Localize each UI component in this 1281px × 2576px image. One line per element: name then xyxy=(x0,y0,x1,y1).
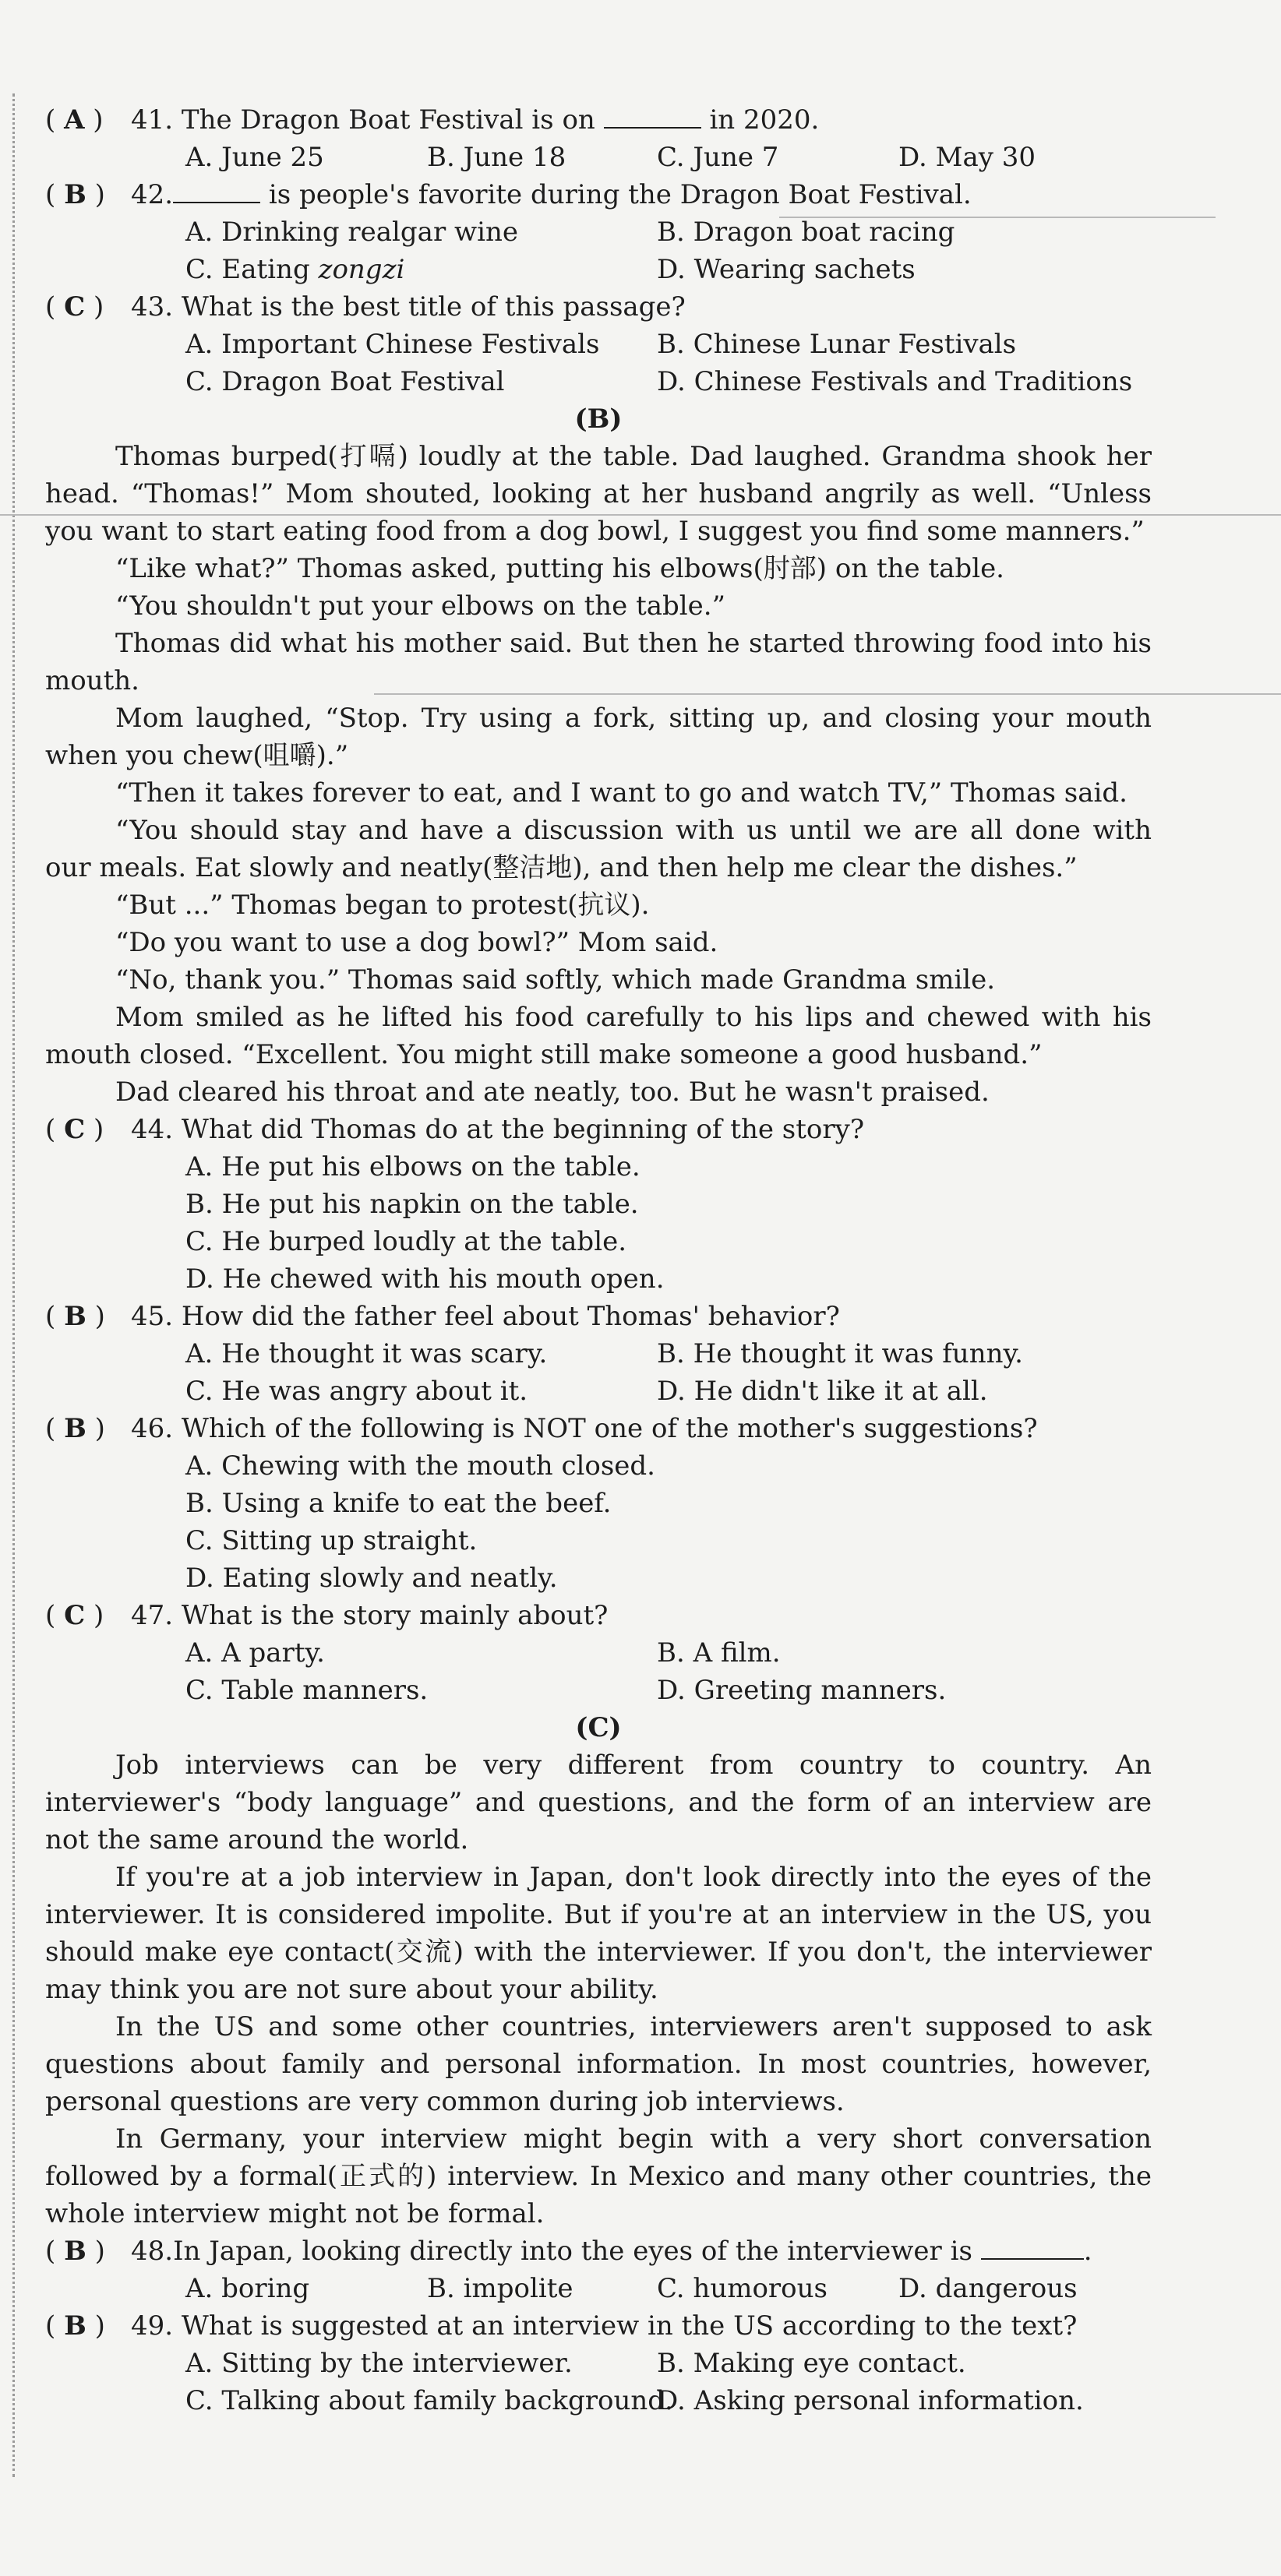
margin-dotted-line xyxy=(12,93,15,2477)
option-c: C. June 7 xyxy=(657,142,779,173)
option-d: D. dangerous xyxy=(898,2273,1078,2304)
answer-blank xyxy=(981,2233,1084,2260)
passage-b-paragraph: “Like what?” Thomas asked, putting his elbows(肘部) on the table. xyxy=(115,553,1004,584)
question-43: ( C ) 43. What is the best title of this passage? xyxy=(45,288,1152,326)
option-a: A. Chewing with the mouth closed. xyxy=(185,1450,655,1482)
passage-b-paragraph: Thomas did what his mother said. But then he started throwing food into his mouth. xyxy=(45,628,1152,696)
answer-bracket: ( B ) xyxy=(45,1301,105,1332)
option-a: A. He thought it was scary. xyxy=(185,1338,548,1369)
option-b: B. Chinese Lunar Festivals xyxy=(657,329,1017,360)
option-b: B. June 18 xyxy=(427,142,566,173)
question-43-options-row2 xyxy=(45,363,1152,400)
option-b: B. Using a knife to eat the beef. xyxy=(185,1488,612,1519)
option-a: A. Drinking realgar wine xyxy=(185,217,519,248)
passage-b-paragraph: Thomas burped(打嗝) loudly at the table. Dad laughed. Grandma shook her head. “Thomas!” Mom shouted, looking at her husband angrily as well. “Unless you want to start eating food from a dog bowl, I suggest you find some manners.” xyxy=(45,441,1152,547)
option-c: C. Eating zongzi xyxy=(185,254,405,285)
option-d: D. May 30 xyxy=(898,142,1036,173)
question-42: ( B ) 42. is people's favorite during the Dragon Boat Festival. xyxy=(45,176,1152,213)
passage-b-paragraph: Mom laughed, “Stop. Try using a fork, sitting up, and closing your mouth when you chew(咀嚼).” xyxy=(45,703,1152,771)
answer-bracket: ( B ) xyxy=(45,2310,105,2342)
question-49: ( B ) 49. What is suggested at an interview in the US according to the text? xyxy=(45,2307,1152,2345)
question-45-options-row1 xyxy=(45,1335,1152,1373)
answer-blank xyxy=(173,177,260,203)
option-a: A. He put his elbows on the table. xyxy=(185,1151,640,1182)
option-c: C. He was angry about it. xyxy=(185,1376,528,1407)
answer-bracket: ( A ) xyxy=(45,104,104,136)
option-c: C. Talking about family background. xyxy=(185,2385,673,2416)
passage-c-paragraph: In Germany, your interview might begin with a very short conversation followed by a formal(正式的) interview. In Mexico and many other countries, the whole interview might not be formal. xyxy=(45,2123,1152,2229)
answer-bracket: ( C ) xyxy=(45,1600,104,1631)
question-41-options xyxy=(45,139,1152,176)
option-c: C. He burped loudly at the table. xyxy=(185,1226,626,1257)
question-42-options-row2 xyxy=(45,251,1152,288)
option-c: C. Sitting up straight. xyxy=(185,1525,478,1556)
question-41: ( A ) 41. The Dragon Boat Festival is on in 2020. xyxy=(45,101,1152,139)
question-49-options-row1 xyxy=(45,2345,1152,2382)
passage-b-paragraph: “Then it takes forever to eat, and I want to go and watch TV,” Thomas said. xyxy=(115,777,1127,809)
question-44-options xyxy=(45,1148,1152,1186)
question-49-options-row2 xyxy=(45,2382,1152,2419)
option-d: D. Asking personal information. xyxy=(657,2385,1084,2416)
question-44: ( C ) 44. What did Thomas do at the beginning of the story? xyxy=(45,1111,1152,1148)
question-46: ( B ) 46. Which of the following is NOT one of the mother's suggestions? xyxy=(45,1410,1152,1447)
passage-b-paragraph: “But ...” Thomas began to protest(抗议). xyxy=(115,890,650,921)
answer-bracket: ( C ) xyxy=(45,291,104,322)
question-48-options xyxy=(45,2270,1152,2307)
question-43-options-row1 xyxy=(45,326,1152,363)
section-b-heading: (B) xyxy=(574,403,623,435)
passage-b-paragraph: “You should stay and have a discussion with us until we are all done with our meals. Eat slowly and neatly(整洁地), and then help me clear the dishes.” xyxy=(45,815,1152,883)
question-45: ( B ) 45. How did the father feel about Thomas' behavior? xyxy=(45,1298,1152,1335)
question-47-options-row2 xyxy=(45,1672,1152,1709)
question-48: ( B ) 48.In Japan, looking directly into the eyes of the interviewer is . xyxy=(45,2232,1152,2270)
question-47: ( C ) 47. What is the story mainly about? xyxy=(45,1597,1152,1634)
option-d: D. He didn't like it at all. xyxy=(657,1376,988,1407)
option-d: D. Greeting manners. xyxy=(657,1675,947,1706)
option-a: A. Sitting by the interviewer. xyxy=(185,2348,573,2379)
option-a: A. Important Chinese Festivals xyxy=(185,329,600,360)
passage-c-paragraph: Job interviews can be very different from country to country. An interviewer's “body language” and questions, and the form of an interview are not the same around the world. xyxy=(45,1750,1152,1855)
answer-bracket: ( B ) xyxy=(45,1413,105,1444)
answer-blank xyxy=(604,102,701,129)
section-c-heading: (C) xyxy=(575,1712,622,1743)
document-content xyxy=(45,101,1152,2419)
option-b: B. He thought it was funny. xyxy=(657,1338,1023,1369)
option-c: C. Table manners. xyxy=(185,1675,429,1706)
option-b: B. impolite xyxy=(427,2273,573,2304)
option-b: B. Dragon boat racing xyxy=(657,217,955,248)
option-b: B. He put his napkin on the table. xyxy=(185,1189,639,1220)
question-47-options-row1 xyxy=(45,1634,1152,1672)
option-d: D. Wearing sachets xyxy=(657,254,916,285)
option-b: B. A film. xyxy=(657,1637,781,1669)
passage-b-paragraph: “Do you want to use a dog bowl?” Mom said. xyxy=(115,927,718,958)
option-d: D. Eating slowly and neatly. xyxy=(185,1563,558,1594)
passage-c-paragraph: If you're at a job interview in Japan, don't look directly into the eyes of the interviewer. It is considered impolite. But if you're at an interview in the US, you should make eye contact(交流) with the interviewer. If you don't, the interviewer may think you are not sure about your ability. xyxy=(45,1862,1152,2005)
option-b: B. Making eye contact. xyxy=(657,2348,966,2379)
option-d: D. He chewed with his mouth open. xyxy=(185,1263,665,1295)
option-c: C. Dragon Boat Festival xyxy=(185,366,505,397)
option-a: A. boring xyxy=(185,2273,310,2304)
passage-b-paragraph: “No, thank you.” Thomas said softly, which made Grandma smile. xyxy=(115,964,996,996)
question-42-options-row1 xyxy=(45,213,1152,251)
passage-b-paragraph: “You shouldn't put your elbows on the table.” xyxy=(115,590,725,622)
answer-bracket: ( C ) xyxy=(45,1114,104,1145)
question-45-options-row2 xyxy=(45,1373,1152,1410)
passage-c-paragraph: In the US and some other countries, interviewers aren't supposed to ask questions about family and personal information. In most countries, however, personal questions are very common during job interviews. xyxy=(45,2011,1152,2117)
option-d: D. Chinese Festivals and Traditions xyxy=(657,366,1133,397)
option-c: C. humorous xyxy=(657,2273,828,2304)
passage-b-paragraph: Dad cleared his throat and ate neatly, too. But he wasn't praised. xyxy=(115,1077,990,1108)
passage-b-paragraph: Mom smiled as he lifted his food carefully to his lips and chewed with his mouth closed. “Excellent. You might still make someone a good husband.” xyxy=(45,1002,1152,1070)
answer-bracket: ( B ) xyxy=(45,2236,105,2267)
answer-bracket: ( B ) xyxy=(45,179,105,210)
option-a: A. June 25 xyxy=(185,142,324,173)
option-a: A. A party. xyxy=(185,1637,325,1669)
